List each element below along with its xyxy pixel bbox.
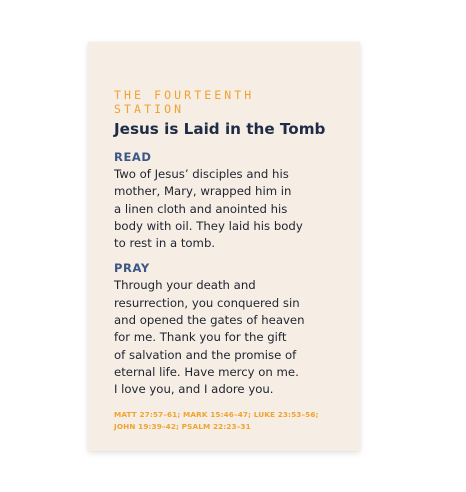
station-title: Jesus is Laid in the Tomb — [114, 120, 326, 138]
read-heading: READ — [114, 150, 152, 164]
prayer-card — [88, 42, 360, 451]
read-text: Two of Jesus’ disciples and his mother, Mary, wrapped him in a linen cloth and anointed his body with oil. They laid his body to rest in a tomb. — [114, 167, 303, 251]
station-number: THE FOURTEENTH STATION — [114, 88, 255, 116]
scripture-references: MATT 27:57–61; MARK 15:46–47; LUKE 23:53–56; JOHN 19:39–42; PSALM 22:23–31 — [114, 409, 319, 431]
pray-text: Through your death and resurrection, you conquered sin and opened the gates of heaven for me. Thank you for the gift of salvation and the promise of eternal life. Have mercy on me. I love you, and I adore you. — [114, 278, 305, 397]
pray-heading: PRAY — [114, 261, 150, 276]
